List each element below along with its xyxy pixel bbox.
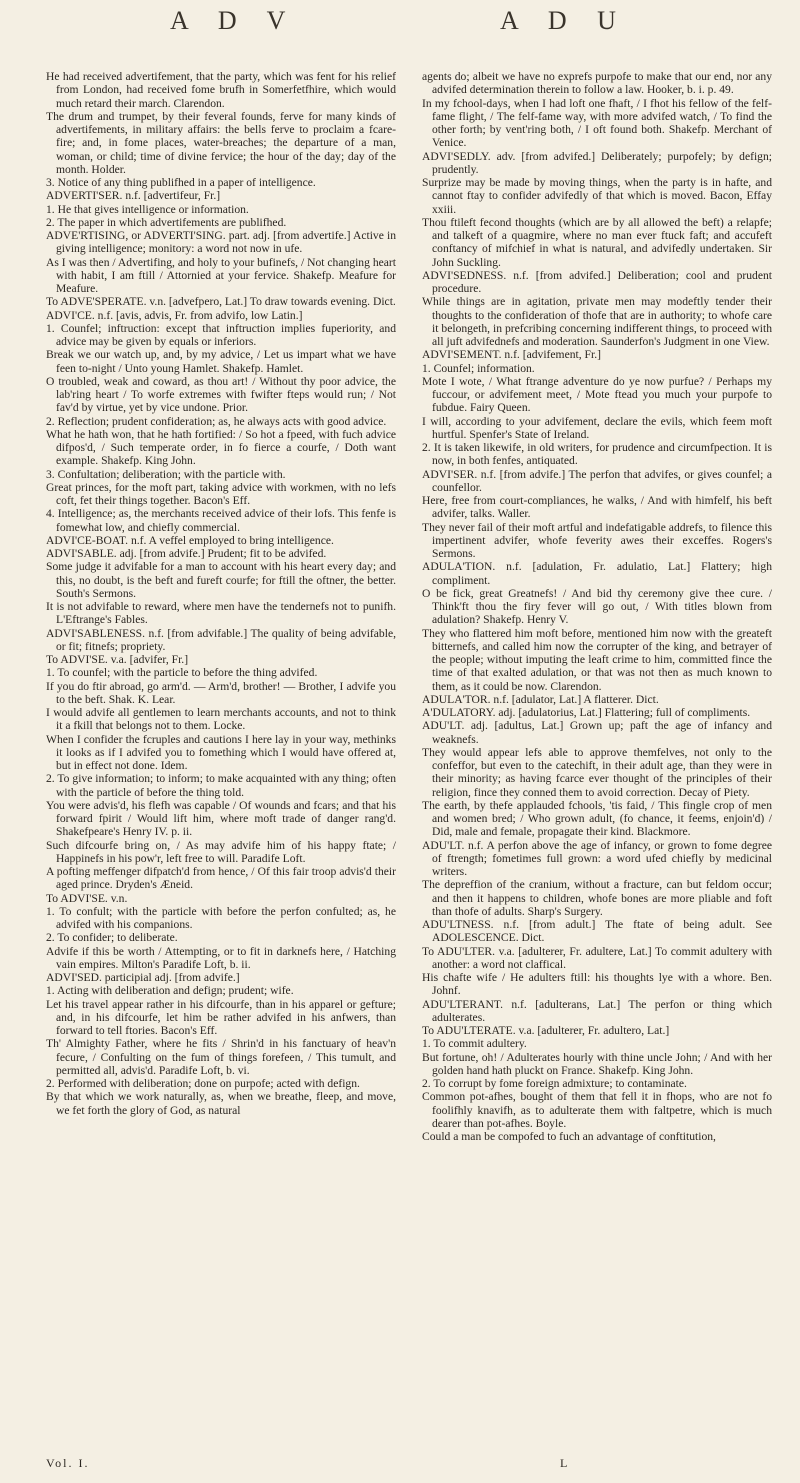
entry-paragraph: ADU'LT. adj. [adultus, Lat.] Grown up; paft the age of infancy and weaknefs. bbox=[422, 719, 772, 746]
entry-paragraph: Such difcourfe bring on, / As may advife him of his happy ftate; / Happinefs in his pow'r, left free to will. Paradife Loft. bbox=[46, 838, 396, 865]
entry-paragraph: Here, free from court-compliances, he walks, / And with himfelf, his beft advifer, talks. Waller. bbox=[422, 494, 772, 521]
entry-paragraph: They who flattered him moft before, mentioned him now with the greateft bitternefs, and called him now the corrupter of the king, and betrayer of the people; without imputing the leaft crime to him, committed fince the time of that exalted adulation, or that was not then as much known to them, as it could be now. Clarendon. bbox=[422, 626, 772, 693]
entry-paragraph: Great princes, for the moft part, taking advice with workmen, with no lefs coft, fet their things together. Bacon's Eff. bbox=[46, 480, 396, 507]
entry-paragraph: Let his travel appear rather in his difcourfe, than in his apparel or gefture; and, in his difcourfe, let him be rather advifed in his anfwers, than forward to tell ftories. Bacon's Eff. bbox=[46, 997, 396, 1037]
entry-paragraph: But fortune, oh! / Adulterates hourly with thine uncle John; / And with her golden hand hath pluckt on France. Shakefp. King John. bbox=[422, 1050, 772, 1077]
entry-paragraph: 1. Acting with deliberation and defign; prudent; wife. bbox=[46, 984, 294, 998]
entry-paragraph: ADVI'SABLE. adj. [from advife.] Prudent; fit to be advifed. bbox=[46, 547, 327, 560]
entry-paragraph: He had received advertifement, that the party, which was fent for his relief from London, had received fome brufh in Somerfetfhire, which would much retard their march. Clarendon. bbox=[46, 70, 396, 110]
entry-paragraph: The earth, by thefe applauded fchools, 'tis faid, / This fingle crop of men and women bred; / Who grown adult, (fo chance, it feems, enjoin'd) / Did, male and female, propagate their kind. Blackmore. bbox=[422, 798, 772, 839]
entry-paragraph: ADU'LTERANT. n.f. [adulterans, Lat.] The perfon or thing which adulterates. bbox=[422, 997, 772, 1024]
entry-paragraph: While things are in agitation, private men may modeftly tender their thoughts to the confideration of thofe that are in authority; to whofe care it belongeth, in prefcribing concerning indifferent things, to proceed with all juft advifednefs and moderation. Saunderfon's Judgment in one View. bbox=[422, 295, 772, 348]
entry-paragraph: agents do; albeit we have no exprefs purpofe to make that our end, nor any advifed determination therein to follow a law. Hooker, b. i. p. 49. bbox=[422, 70, 772, 97]
entry-paragraph: His chafte wife / He adulters ftill: his thoughts lye with a whore. Ben. Johnf. bbox=[422, 971, 772, 998]
running-heads bbox=[0, 6, 800, 36]
entry-paragraph: 1. To counfel; with the particle to before the thing advifed. bbox=[46, 666, 318, 680]
entry-paragraph: ADVI'SER. n.f. [from advife.] The perfon that advifes, or gives counfel; a counfellor. bbox=[422, 467, 772, 494]
entry-paragraph: 2. Reflection; prudent confideration; as, he always acts with good advice. bbox=[46, 414, 387, 428]
entry-paragraph: 2. It is taken likewife, in old writers, for prudence and circumfpection. It is now, in both fenfes, antiquated. bbox=[422, 441, 772, 468]
entry-paragraph: ADVI'SABLENESS. n.f. [from advifable.] The quality of being advifable, or fit; fitnefs; propriety. bbox=[46, 626, 396, 653]
running-head-right: A D U bbox=[500, 6, 628, 35]
entry-paragraph: 1. He that gives intelligence or information. bbox=[46, 202, 249, 216]
entry-paragraph: In my fchool-days, when I had loft one fhaft, / I fhot his fellow of the felf-fame flight, / The felf-fame way, with more advifed watch, / To find the other forth; by vent'ring both, / I oft found both. Shakefp. Merchant of Venice. bbox=[422, 96, 772, 150]
entry-paragraph: Advife if this be worth / Attempting, or to fit in darknefs here, / Hatching vain empires. Milton's Paradife Loft, b. ii. bbox=[46, 944, 396, 971]
entry-paragraph: To ADU'LTERATE. v.a. [adulterer, Fr. adultero, Lat.] bbox=[422, 1024, 670, 1037]
entry-paragraph: It is not advifable to reward, where men have the tendernefs not to punifh. L'Eftrange's Fables. bbox=[46, 600, 396, 627]
entry-paragraph: ADULA'TOR. n.f. [adulator, Lat.] A flatterer. Dict. bbox=[422, 692, 659, 706]
footer-volume: Vol. I. bbox=[46, 1456, 90, 1470]
entry-paragraph: ADULA'TION. n.f. [adulation, Fr. adulatio, Lat.] Flattery; high compliment. bbox=[422, 560, 772, 587]
entry-paragraph: Surprize may be made by moving things, when the party is in hafte, and cannot ftay to confider advifedly of that which is moved. Bacon, Effay xxiii. bbox=[422, 176, 772, 216]
entry-paragraph: O troubled, weak and coward, as thou art! / Without thy poor advice, the lab'ring heart / To worfe extremes with fwifter fteps would run; / Not fav'd by virtue, yet by vice undone. Prior. bbox=[46, 374, 396, 415]
entry-paragraph: ADU'LTNESS. n.f. [from adult.] The ftate of being adult. See ADOLESCENCE. Dict. bbox=[422, 918, 772, 945]
entry-paragraph: Common pot-afhes, bought of them that fell it in fhops, who are not fo foolifhly knavifh, as to adulterate them with faltpetre, which is much dearer than pot-afhes. Boyle. bbox=[422, 1090, 772, 1130]
entry-paragraph: I will, according to your advifement, declare the evils, which feem moft hurtful. Spenfer's State of Ireland. bbox=[422, 414, 772, 441]
entry-paragraph: A'DULATORY. adj. [adulatorius, Lat.] Flattering; full of compliments. bbox=[422, 706, 751, 719]
entry-paragraph: They never fail of their moft artful and indefatigable addrefs, to filence this impertinent advifer, whofe feverity awes their exceffes. Rogers's Sermons. bbox=[422, 520, 772, 560]
entry-paragraph: ADVI'SEMENT. n.f. [advifement, Fr.] bbox=[422, 348, 601, 362]
entry-paragraph: Could a man be compofed to fuch an advantage of conftitution, bbox=[422, 1130, 716, 1143]
entry-paragraph: A pofting meffenger difpatch'd from hence, / Of this fair troop advis'd their aged prince. Dryden's Æneid. bbox=[46, 865, 396, 892]
entry-paragraph: As I was then / Advertifing, and holy to your bufinefs, / Not changing heart with habit, I am ftill / Attornied at your fervice. Shakefp. Meafure for Meafure. bbox=[46, 255, 396, 295]
entry-paragraph: 1. To confult; with the particle with before the perfon confulted; as, he advifed with his companions. bbox=[46, 904, 396, 931]
entry-paragraph: 3. Notice of any thing publifhed in a paper of intelligence. bbox=[46, 176, 316, 189]
entry-paragraph: ADVI'CE-BOAT. n.f. A veffel employed to bring intelligence. bbox=[46, 533, 334, 547]
entry-paragraph: To ADVI'SE. v.a. [advifer, Fr.] bbox=[46, 653, 189, 666]
entry-paragraph: Mote I wote, / What ftrange adventure do ye now purfue? / Perhaps my fuccour, or advifement meet, / Mote ftead you much your purpofe to fubdue. Fairy Queen. bbox=[422, 374, 772, 415]
entry-paragraph: Th' Almighty Father, where he fits / Shrin'd in his fanctuary of heav'n fecure, / Confulting on the fum of things forefeen, / This tumult, and permitted all, advis'd. Paradife Loft, b. vi. bbox=[46, 1037, 396, 1077]
entry-paragraph: When I confider the fcruples and cautions I here lay in your way, methinks it looks as if I advifed you to fomething which I would have offered at, but in effect not done. Idem. bbox=[46, 732, 396, 772]
entry-paragraph: 1. Counfel; information. bbox=[422, 361, 535, 375]
entry-paragraph: The drum and trumpet, by their feveral founds, ferve for many kinds of advertifements, in military affairs: the bells ferve to proclaim a fcare-fire; and, in fome places, water-breaches; the departure of a man, woman, or child; time of divine fervice; the hour of the day; day of the month. Holder. bbox=[46, 109, 396, 176]
entry-paragraph: 2. To corrupt by fome foreign admixture; to contaminate. bbox=[422, 1077, 687, 1090]
entry-paragraph: To ADU'LTER. v.a. [adulterer, Fr. adultere, Lat.] To commit adultery with another: a word not claffical. bbox=[422, 944, 772, 971]
text-columns bbox=[46, 70, 772, 1483]
entry-paragraph: ADVI'SEDLY. adv. [from advifed.] Deliberately; purpofely; by defign; prudently. bbox=[422, 149, 772, 176]
entry-paragraph: 3. Confultation; deliberation; with the particle with. bbox=[46, 467, 286, 481]
entry-paragraph: The depreffion of the cranium, without a fracture, can but feldom occur; and then it happens to children, whofe bones are more pliable and foft than thofe of adults. Sharp's Surgery. bbox=[422, 878, 772, 918]
entry-paragraph: By that which we work naturally, as, when we breathe, fleep, and move, we fet forth the glory of God, as natural bbox=[46, 1090, 396, 1117]
left-column bbox=[46, 70, 396, 1483]
entry-paragraph: ADVERTI'SER. n.f. [advertifeur, Fr.] bbox=[46, 189, 221, 203]
entry-paragraph: 1. To commit adultery. bbox=[422, 1037, 527, 1051]
entry-paragraph: Thou ftileft fecond thoughts (which are by all allowed the beft) a relapfe; and talkeft of a quagmire, where no man ever ftuck faft; and accufeft conftancy of mifchief in what is natural, and advifedly undertaken. Sir John Suckling. bbox=[422, 215, 772, 269]
entry-paragraph: You were advis'd, his flefh was capable / Of wounds and fcars; and that his forward fpirit / Would lift him, where moft trade of danger rang'd. Shakefpeare's Henry IV. p. ii. bbox=[46, 798, 396, 839]
entry-paragraph: ADU'LT. n.f. A perfon above the age of infancy, or grown to fome degree of ftrength; fometimes full grown: a word ufed chiefly by medicinal writers. bbox=[422, 838, 772, 878]
entry-paragraph: To ADVI'SE. v.n. bbox=[46, 891, 128, 905]
footer-signature: L bbox=[560, 1456, 568, 1470]
entry-paragraph: They would appear lefs able to approve themfelves, not only to the confeffor, but even to the catechift, in their adult age, than they were in their minority; as having fcarce ever thought of the principles of their religion, fince they conned them to avoid correction. Decay of Piety. bbox=[422, 745, 772, 799]
entry-paragraph: O be fick, great Greatnefs! / And bid thy ceremony give thee cure. / Think'ft thou the firy fever will go out, / With titles blown from adulation? Shakefp. Henry V. bbox=[422, 586, 772, 627]
entry-paragraph: I would advife all gentlemen to learn merchants accounts, and not to think it a fkill that belongs not to them. Locke. bbox=[46, 706, 396, 733]
entry-paragraph: 2. To confider; to deliberate. bbox=[46, 931, 178, 945]
entry-paragraph: 2. The paper in which advertifements are publifhed. bbox=[46, 215, 287, 229]
entry-paragraph: If you do ftir abroad, go arm'd. — Arm'd, brother! — Brother, I advife you to the beft. Shak. K. Lear. bbox=[46, 679, 396, 706]
entry-paragraph: What he hath won, that he hath fortified: / So hot a fpeed, with fuch advice difpos'd, / Such temperate order, in fo fierce a courfe, / Doth want example. Shakefp. King John. bbox=[46, 427, 396, 468]
entry-paragraph: Some judge it advifable for a man to account with his heart every day; and this, no doubt, is the beft and fureft courfe; for ftill the oftner, the better. South's Sermons. bbox=[46, 560, 396, 600]
entry-paragraph: Break we our watch up, and, by my advice, / Let us impart what we have feen to-night / Unto young Hamlet. Shakefp. Hamlet. bbox=[46, 348, 396, 375]
entry-paragraph: 2. Performed with deliberation; done on purpofe; acted with defign. bbox=[46, 1077, 360, 1090]
entry-paragraph: 2. To give information; to inform; to make acquainted with any thing; often with the particle of before the thing told. bbox=[46, 772, 396, 799]
entry-paragraph: To ADVE'SPERATE. v.n. [advefpero, Lat.] To draw towards evening. Dict. bbox=[46, 295, 396, 309]
entry-paragraph: ADVI'SEDNESS. n.f. [from advifed.] Deliberation; cool and prudent procedure. bbox=[422, 268, 772, 295]
entry-paragraph: ADVI'SED. participial adj. [from advife.] bbox=[46, 971, 240, 984]
entry-paragraph: ADVE'RTISING, or ADVERTI'SING. part. adj. [from advertife.] Active in giving intelligence; monitory: a word not now in ufe. bbox=[46, 229, 396, 256]
running-head-left: A D V bbox=[170, 6, 298, 35]
entry-paragraph: 4. Intelligence; as, the merchants received advice of their lofs. This fenfe is fomewhat low, and chiefly commercial. bbox=[46, 507, 396, 534]
right-column bbox=[422, 70, 772, 1483]
entry-paragraph: ADVI'CE. n.f. [avis, advis, Fr. from advifo, low Latin.] bbox=[46, 308, 303, 322]
entry-paragraph: 1. Counfel; inftruction: except that inftruction implies fuperiority, and advice may be given by equals or inferiors. bbox=[46, 321, 396, 348]
